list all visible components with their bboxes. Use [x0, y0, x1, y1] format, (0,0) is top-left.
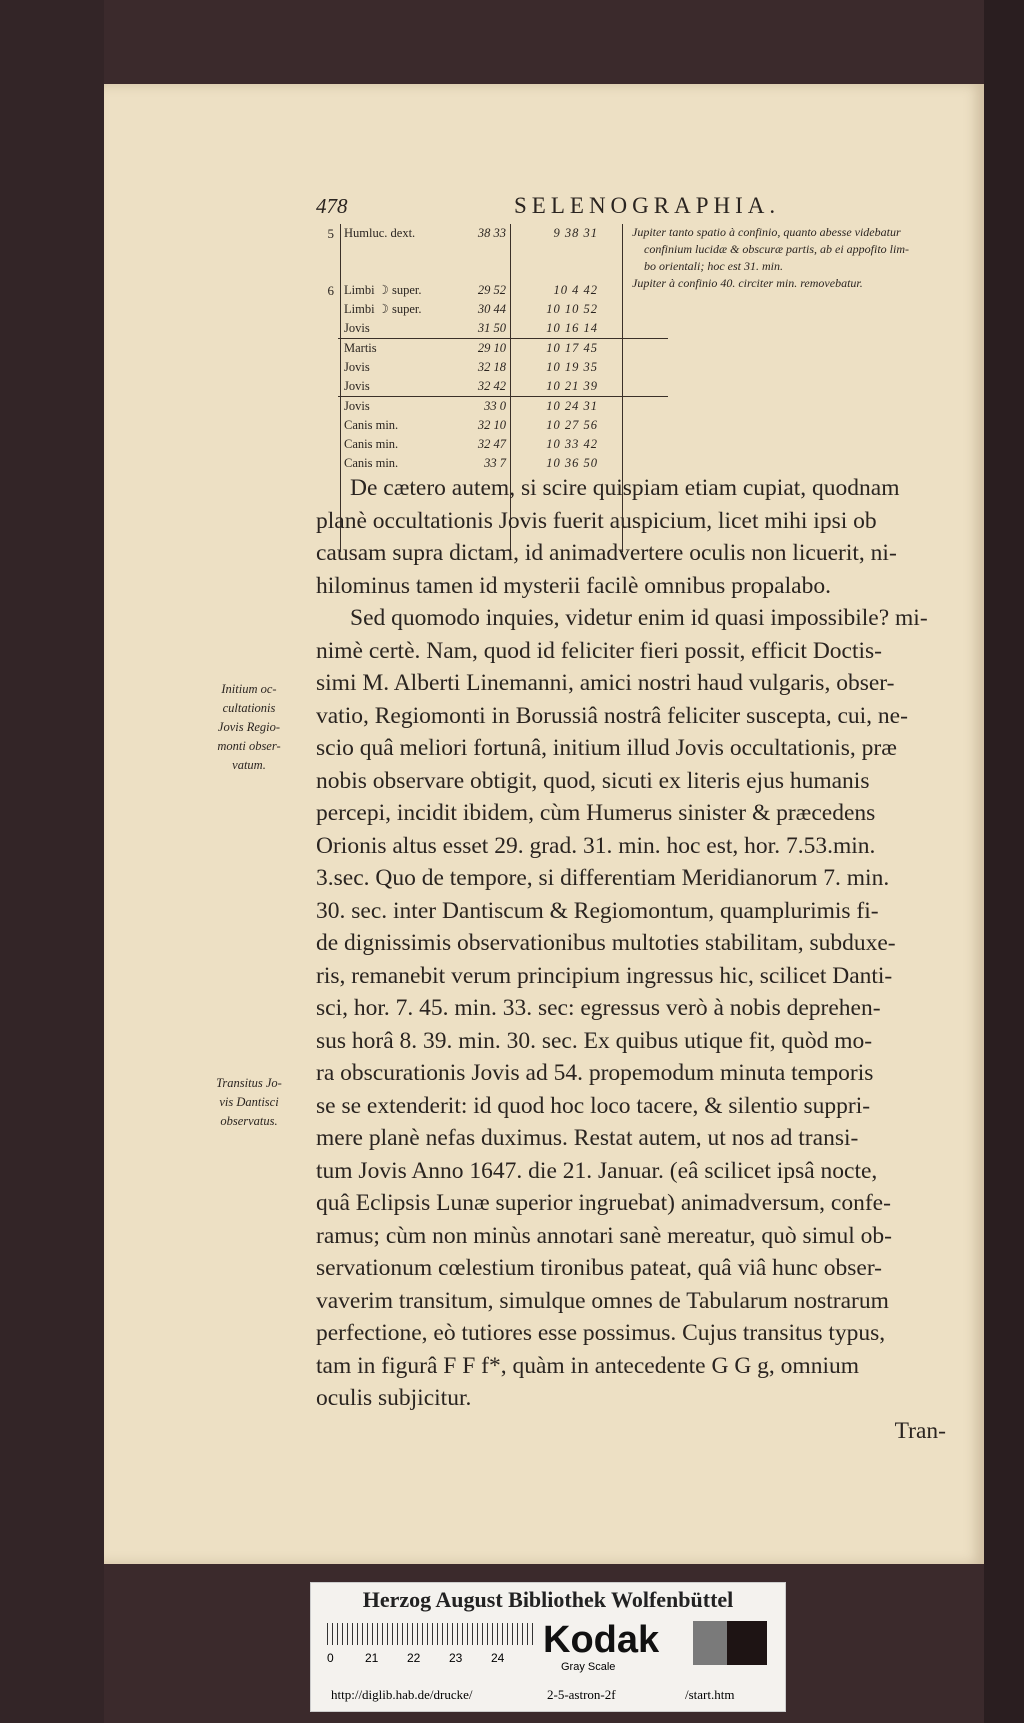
text-line: ra obscurationis Jovis ad 54. propemodum minuta temporis	[316, 1060, 874, 1086]
side-note-line: confinium lucidæ & obscuræ partis, ab ei appofito lim-	[644, 242, 909, 256]
row-value-1: 32 18	[477, 360, 506, 374]
row-name: Jovis	[344, 379, 370, 393]
margin-note-line: monti obser-	[217, 739, 281, 753]
page-number: 478	[316, 194, 348, 218]
row-name: Canis min.	[344, 456, 399, 470]
row-value-2: 10 19 35	[546, 360, 598, 374]
row-value-1: 38 33	[477, 226, 506, 240]
row-value-2: 10 17 45	[546, 341, 598, 355]
row-name: Jovis	[344, 360, 370, 374]
library-title: Herzog August Bibliothek Wolfenbüttel	[362, 1587, 734, 1612]
gray-scale-label: Gray Scale	[561, 1661, 616, 1673]
kodak-logo: Kodak	[543, 1619, 660, 1661]
body-text	[316, 472, 946, 1444]
ruler-number: 22	[407, 1651, 421, 1665]
margin-note-line: cultationis	[222, 701, 276, 715]
scan-background-left	[0, 0, 104, 1723]
table-row	[327, 224, 668, 243]
scan-background-right	[984, 0, 1024, 1723]
row-value-2: 9 38 31	[553, 226, 598, 240]
row-value-2: 10 4 42	[553, 283, 598, 297]
text-line: 3.sec. Quo de tempore, si differentiam Meridianorum 7. min.	[316, 865, 890, 891]
margin-note-transitus	[212, 1074, 286, 1131]
text-line: planè occultationis Jovis fuerit auspicium, licet mihi ipsi ob	[316, 507, 877, 534]
table-row	[338, 262, 668, 281]
text-line: nimè certè. Nam, quod id feliciter fieri possit, efficit Doctis-	[316, 637, 882, 664]
table-row	[338, 319, 668, 338]
row-name: Limbi ☽ super.	[344, 302, 422, 316]
row-value-1: 31 50	[477, 321, 506, 335]
table-row	[338, 396, 668, 416]
row-value-1: 30 44	[477, 302, 506, 316]
side-note-line: bo orientali; hoc est 31. min.	[644, 259, 783, 273]
library-card	[310, 1582, 786, 1712]
table-row	[338, 338, 668, 358]
row-value-2: 10 33 42	[546, 437, 598, 451]
table-row	[338, 300, 668, 319]
margin-note-line: Initium oc-	[221, 682, 277, 696]
table-row	[338, 358, 668, 377]
row-value-2: 10 16 14	[546, 321, 598, 335]
table-row	[338, 454, 668, 473]
margin-note-line: Transitus Jo-	[216, 1076, 282, 1090]
catchword: Tran-	[894, 1418, 946, 1444]
row-number: 5	[327, 226, 334, 241]
table-row	[327, 281, 668, 300]
text-line: vatio, Regiomonti in Borussiâ nostrâ feliciter suscepta, cui, ne-	[316, 702, 908, 729]
margin-note-line: vis Dantisci	[219, 1095, 279, 1109]
text-line: tum Jovis Anno 1647. die 21. Januar. (eâ scilicet ipsâ nocte,	[316, 1157, 878, 1184]
ruler-number: 23	[449, 1651, 463, 1665]
observation-table	[327, 224, 668, 473]
text-line: causam supra dictam, id animadvertere oculis non licuerit, ni-	[316, 540, 897, 566]
row-value-2: 10 21 39	[546, 379, 598, 393]
ruler-scale	[327, 1623, 537, 1645]
text-line: Orionis altus esset 29. grad. 31. min. hoc est, hor. 7.53.min.	[316, 832, 876, 859]
row-value-2: 10 10 52	[546, 302, 598, 316]
row-name: Canis min.	[344, 437, 399, 451]
table-row	[338, 243, 668, 262]
row-name: Martis	[344, 341, 377, 355]
row-value-2: 10 24 31	[546, 399, 598, 413]
text-line: sci, hor. 7. 45. min. 33. sec: egressus verò à nobis deprehen-	[316, 995, 881, 1021]
ruler-number: 24	[491, 1651, 505, 1665]
table-side-note	[632, 224, 932, 292]
text-line: de dignissimis observationibus multoties stabilitam, subduxe-	[316, 930, 896, 956]
margin-note-line: vatum.	[232, 758, 266, 772]
text-line: tam in figurâ F F f*, quàm in antecedente G G g, omnium	[316, 1352, 860, 1379]
text-line: servationum cœlestium tironibus pateat, quâ viâ hunc obser-	[316, 1255, 882, 1281]
text-line: hilominus tamen id mysterii facilè omnibus propalabo.	[316, 572, 831, 599]
row-name: Humluc. dext.	[344, 226, 416, 240]
row-name: Jovis	[344, 321, 370, 335]
margin-note-line: Jovis Regio-	[217, 720, 281, 734]
text-line: simi M. Alberti Linemanni, amici nostri haud vulgaris, obser-	[316, 670, 895, 696]
margin-note-line: observatus.	[220, 1114, 278, 1128]
black-swatch	[727, 1621, 767, 1665]
table-row	[338, 377, 668, 396]
row-name: Jovis	[344, 399, 370, 413]
row-value-2: 10 36 50	[546, 456, 598, 470]
ruler-number: 21	[365, 1651, 379, 1665]
row-value-1: 32 47	[477, 437, 506, 451]
text-line: 30. sec. inter Dantiscum & Regiomontum, quamplurimis fi-	[316, 897, 879, 924]
row-value-1: 33 0	[484, 399, 506, 413]
row-name: Limbi ☽ super.	[344, 283, 422, 297]
text-line: percepi, incidit ibidem, cùm Humerus sinister & præcedens	[316, 800, 876, 826]
row-value-1: 29 52	[477, 283, 506, 297]
text-line: se se extenderit: id quod hoc loco tacere, & silentio suppri-	[316, 1092, 871, 1119]
table-row	[338, 435, 668, 454]
text-line: ris, remanebit verum principium ingressus hic, scilicet Danti-	[316, 962, 893, 989]
start-link: /start.htm	[685, 1687, 735, 1702]
text-line: Sed quomodo inquies, videtur enim id quasi impossibile? mi-	[350, 605, 928, 631]
row-value-1: 33 7	[484, 456, 506, 470]
margin-note-initium	[212, 680, 286, 775]
table-row	[338, 416, 668, 435]
row-value-1: 32 10	[477, 418, 506, 432]
text-line: vaverim transitum, simulque omnes de Tabularum nostrarum	[316, 1287, 889, 1314]
text-line: De cætero autem, si scire quispiam etiam cupiat, quodnam	[350, 475, 900, 501]
text-line: sus horâ 8. 39. min. 30. sec. Ex quibus utique fit, quòd mo-	[316, 1027, 873, 1054]
running-title: SELENOGRAPHIA.	[514, 193, 781, 218]
library-url: http://diglib.hab.de/drucke/	[331, 1687, 473, 1702]
text-line: nobis observare obtigit, quod, sicuti ex literis ejus humanis	[316, 767, 870, 794]
shelf-signature: 2-5-astron-2f	[547, 1687, 616, 1702]
ruler-number: 0	[327, 1651, 334, 1665]
gray-swatch	[693, 1621, 727, 1665]
text-line: perfectione, eò tutiores esse possimus. Cujus transitus typus,	[316, 1320, 886, 1346]
text-line: ramus; cùm non minùs annotari sanè mereatur, quò simul ob-	[316, 1222, 892, 1249]
row-name: Canis min.	[344, 418, 399, 432]
row-value-2: 10 27 56	[546, 418, 598, 432]
text-line: mere planè nefas duximus. Restat autem, ut nos ad transi-	[316, 1125, 859, 1151]
text-line: quâ Eclipsis Lunæ superior ingruebat) animadversum, confe-	[316, 1190, 891, 1216]
book-page	[104, 84, 984, 1564]
row-value-1: 29 10	[477, 341, 506, 355]
side-note-line: Jupiter tanto spatio à confinio, quanto abesse videbatur	[632, 225, 901, 239]
row-value-1: 32 42	[477, 379, 506, 393]
text-line: scio quâ meliori fortunâ, initium illud Jovis occultationis, præ	[316, 735, 897, 761]
side-note-line: Jupiter à confinio 40. circiter min. removebatur.	[632, 276, 863, 290]
row-number: 6	[327, 283, 334, 298]
text-line: oculis subjicitur.	[316, 1385, 472, 1411]
